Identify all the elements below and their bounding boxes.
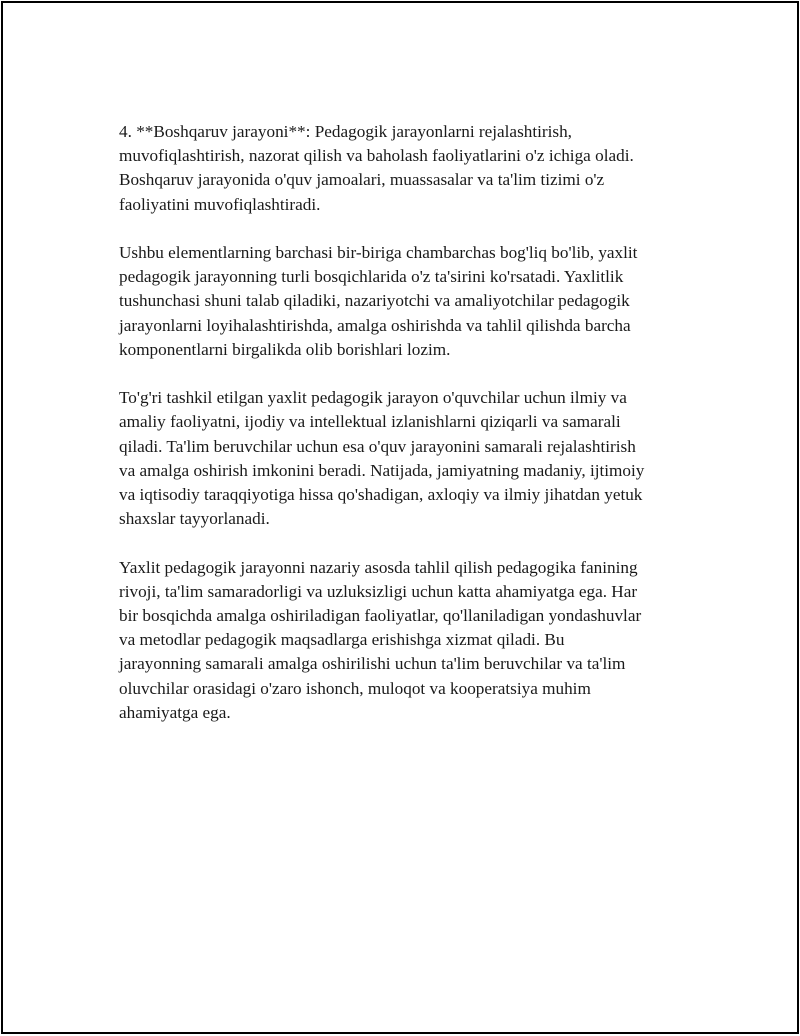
paragraph-management-process: 4. **Boshqaruv jarayoni**: Pedagogik jarayonlarni rejalashtirish, muvofiqlashtirish, nazorat qilish va baholash faoliyatlarini o'z ichiga oladi. Boshqaruv jarayonida o'quv jamoalari, muassasalar va ta'lim tizimi o'z faoliyatini muvofiqlashtiradi. — [119, 122, 634, 214]
document-body — [119, 120, 689, 749]
paragraph-theoretical-analysis: Yaxlit pedagogik jarayonni nazariy asosda tahlil qilish pedagogika fanining rivoji, ta'lim samaradorligi va uzluksizligi uchun katta ahamiyatga ega. Har bir bosqichda amalga oshiriladigan faoliyatlar, qo'llaniladigan yondashuvlar va metodlar pedagogik maqsadlarga erishishga xizmat qiladi. Bu jarayonning samarali amalga oshirilishi uchun ta'lim beruvchilar va ta'lim oluvchilar orasidagi o'zaro ishonch, muloqot va kooperatsiya muhim ahamiyatga ega. — [119, 557, 642, 722]
document-page — [1, 1, 799, 1034]
paragraph-elements-interrelation: Ushbu elementlarning barchasi bir-biriga chambarchas bog'liq bo'lib, yaxlit pedagogik jarayonning turli bosqichlarida o'z ta'sirini ko'rsatadi. Yaxlitlik tushunchasi shuni talab qiladiki, nazariyotchi va amaliyotchilar pedagogik jarayonlarni loyihalashtirishda, amalga oshirishda va tahlil qilishda barcha komponentlarni birgalikda olib borishlari lozim. — [119, 243, 638, 359]
paragraph-organized-process: To'g'ri tashkil etilgan yaxlit pedagogik jarayon o'quvchilar uchun ilmiy va amaliy faoliyatni, ijodiy va intellektual izlanishlarni qiziqarli va samarali qiladi. Ta'lim beruvchilar uchun esa o'quv jarayonini samarali rejalashtirish va amalga oshirish imkonini beradi. Natijada, jamiyatning madaniy, ijtimoiy va iqtisodiy taraqqiyotiga hissa qo'shadigan, axloqiy va ilmiy jihatdan yetuk shaxslar tayyorlanadi. — [119, 388, 645, 529]
